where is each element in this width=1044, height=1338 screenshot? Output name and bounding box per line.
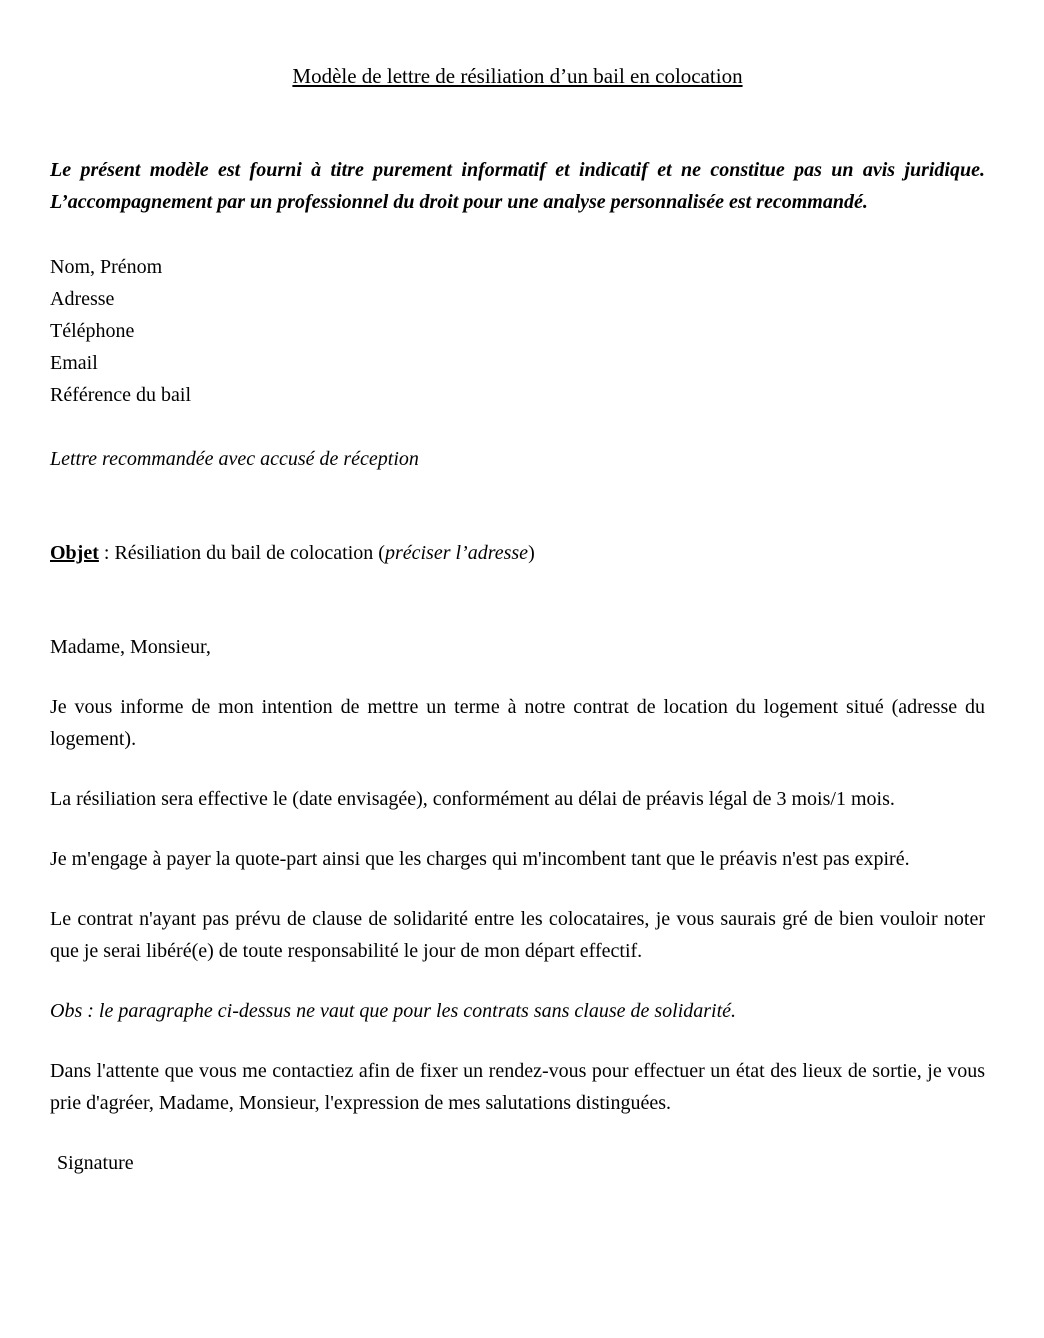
subject-address-hint: préciser l’adresse <box>384 542 529 564</box>
paragraph-notice-period: La résiliation sera effective le (date envisagée), conformément au délai de préavis légal de 3 mois/1 mois. <box>50 788 895 810</box>
subject-text-end: ) <box>528 542 535 564</box>
paragraph-payment-commitment: Je m'engage à payer la quote-part ainsi que les charges qui m'incombent tant que le préavis n'est pas expiré. <box>50 848 910 870</box>
sender-address-line: Adresse <box>50 288 115 310</box>
sender-block <box>50 251 985 411</box>
sender-email-line: Email <box>50 352 98 374</box>
subject-line <box>50 537 985 569</box>
subject-label: Objet <box>50 542 99 564</box>
salutation: Madame, Monsieur, <box>50 636 211 658</box>
sender-name-line: Nom, Prénom <box>50 256 163 278</box>
paragraph-solidarity-clause: Le contrat n'ayant pas prévu de clause de solidarité entre les colocataires, je vous saurais gré de bien vouloir noter que je serai libéré(e) de toute responsabilité le jour de mon départ effectif. <box>50 908 985 962</box>
signature-label: Signature <box>57 1152 134 1174</box>
subject-text: : Résiliation du bail de colocation ( <box>98 542 385 564</box>
sender-phone-line: Téléphone <box>50 320 135 342</box>
observation-note: Obs : le paragraphe ci-dessus ne vaut que pour les contrats sans clause de solidarité. <box>50 1000 737 1022</box>
registered-mail-notice: Lettre recommandée avec accusé de réception <box>50 448 419 470</box>
paragraph-closing: Dans l'attente que vous me contactiez afin de fixer un rendez-vous pour effectuer un état des lieux de sortie, je vous prie d'agréer, Madame, Monsieur, l'expression de mes salutations distinguées. <box>50 1060 985 1114</box>
paragraph-intent: Je vous informe de mon intention de mettre un terme à notre contrat de location du logement situé (adresse du logement). <box>50 696 985 750</box>
sender-lease-reference-line: Référence du bail <box>50 384 192 406</box>
letter-title: Modèle de lettre de résiliation d’un bail en colocation <box>292 64 743 88</box>
legal-disclaimer: Le présent modèle est fourni à titre purement informatif et indicatif et ne constitue pas un avis juridique. L’accompagnement par un professionnel du droit pour une analyse personnalisée est recommandé. <box>50 159 985 213</box>
